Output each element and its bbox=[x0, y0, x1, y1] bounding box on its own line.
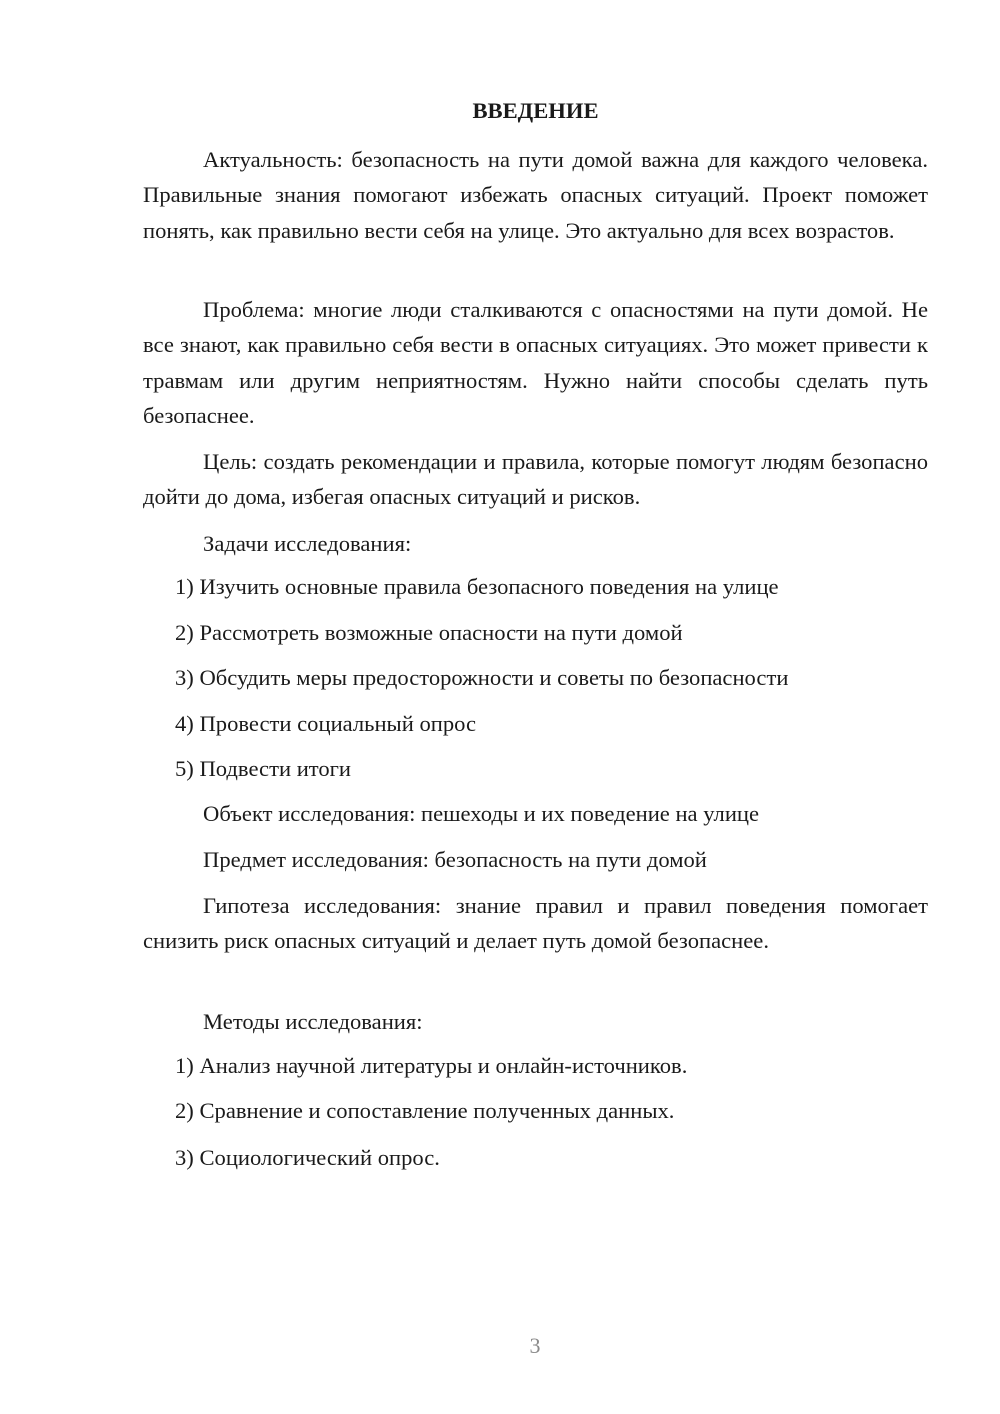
task-item-3: 3) Обсудить меры предосторожности и советы по безопасности bbox=[175, 665, 789, 690]
task-item-2: 2) Рассмотреть возможные опасности на пути домой bbox=[175, 620, 683, 645]
task-item-5: 5) Подвести итоги bbox=[175, 756, 352, 781]
problem-paragraph: Проблема: многие люди сталкиваются с опасностями на пути домой. Не все знают, как правильно себя вести в опасных ситуациях. Это может привести к травмам или другим неприятностям. Нужно найти способы сделать путь безопаснее. bbox=[143, 297, 928, 429]
method-item-3: 3) Социологический опрос. bbox=[175, 1145, 440, 1170]
page-number: 3 bbox=[529, 1333, 541, 1358]
section-title: ВВЕДЕНИЕ bbox=[472, 98, 599, 123]
task-item-4: 4) Провести социальный опрос bbox=[175, 711, 477, 736]
tasks-heading: Задачи исследования: bbox=[203, 531, 412, 556]
methods-heading: Методы исследования: bbox=[203, 1009, 423, 1034]
hypothesis-paragraph: Гипотеза исследования: знание правил и правил поведения помогает снизить риск опасных ситуаций и делает путь домой безопаснее. bbox=[143, 893, 928, 954]
method-item-2: 2) Сравнение и сопоставление полученных данных. bbox=[175, 1098, 675, 1123]
method-item-1: 1) Анализ научной литературы и онлайн-источников. bbox=[175, 1053, 688, 1078]
task-item-1: 1) Изучить основные правила безопасного поведения на улице bbox=[175, 574, 779, 599]
research-subject: Предмет исследования: безопасность на пути домой bbox=[203, 847, 707, 872]
relevance-paragraph: Актуальность: безопасность на пути домой важна для каждого человека. Правильные знания помогают избежать опасных ситуаций. Проект поможет понять, как правильно вести себя на улице. Это актуально для всех возрастов. bbox=[143, 147, 928, 243]
goal-paragraph: Цель: создать рекомендации и правила, которые помогут людям безопасно дойти до дома, избегая опасных ситуаций и рисков. bbox=[143, 449, 928, 510]
research-object: Объект исследования: пешеходы и их поведение на улице bbox=[203, 801, 760, 826]
